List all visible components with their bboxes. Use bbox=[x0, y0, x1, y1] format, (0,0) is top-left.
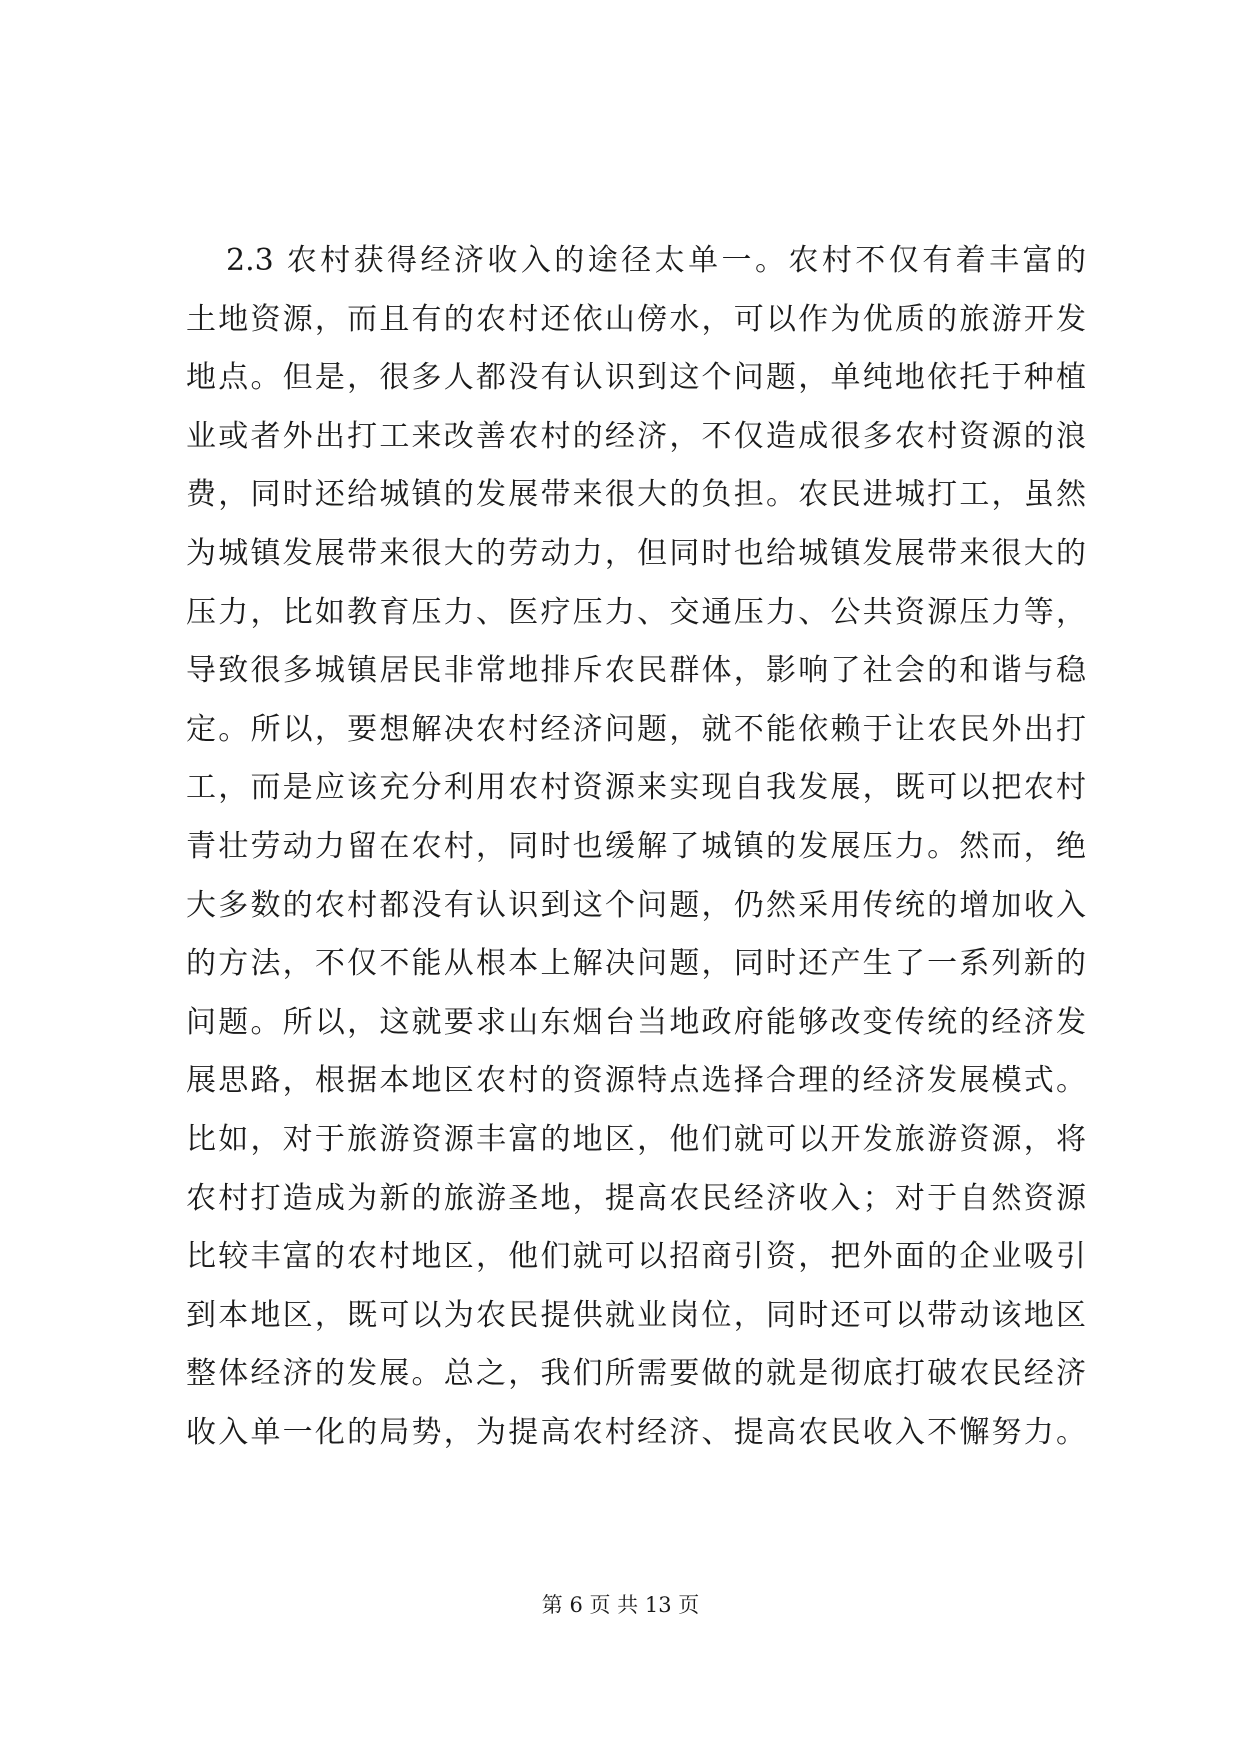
paragraph-line: 问题。所以，这就要求山东烟台当地政府能够改变传统的经济发 bbox=[186, 1004, 1086, 1040]
paragraph-line: 业或者外出打工来改善农村的经济，不仅造成很多农村资源的浪 bbox=[186, 418, 1086, 454]
paragraph-line: 到本地区，既可以为农民提供就业岗位，同时还可以带动该地区 bbox=[186, 1297, 1086, 1333]
paragraph-line: 收入单一化的局势，为提高农村经济、提高农民收入不懈努力。 bbox=[186, 1414, 1086, 1450]
paragraph-line: 地点。但是，很多人都没有认识到这个问题，单纯地依托于种植 bbox=[186, 360, 1086, 396]
paragraph-line: 展思路，根据本地区农村的资源特点选择合理的经济发展模式。 bbox=[186, 1063, 1086, 1099]
paragraph-line: 工，而是应该充分利用农村资源来实现自我发展，既可以把农村 bbox=[186, 770, 1086, 806]
paragraph-line: 导致很多城镇居民非常地排斥农民群体，影响了社会的和谐与稳 bbox=[186, 653, 1086, 689]
paragraph-line: 整体经济的发展。总之，我们所需要做的就是彻底打破农民经济 bbox=[186, 1356, 1086, 1392]
body-paragraph bbox=[186, 232, 1086, 1462]
paragraph-line: 大多数的农村都没有认识到这个问题，仍然采用传统的增加收入 bbox=[186, 887, 1086, 923]
page-footer: 第 6 页 共 13 页 bbox=[541, 1593, 700, 1617]
paragraph-line: 青壮劳动力留在农村，同时也缓解了城镇的发展压力。然而，绝 bbox=[186, 828, 1086, 864]
paragraph-line: 定。所以，要想解决农村经济问题，就不能依赖于让农民外出打 bbox=[186, 711, 1086, 747]
paragraph-line: 比如，对于旅游资源丰富的地区，他们就可以开发旅游资源，将 bbox=[186, 1121, 1086, 1157]
paragraph-line: 的方法，不仅不能从根本上解决问题，同时还产生了一系列新的 bbox=[186, 946, 1086, 982]
paragraph-line: 费，同时还给城镇的发展带来很大的负担。农民进城打工，虽然 bbox=[186, 477, 1086, 513]
paragraph-line: 比较丰富的农村地区，他们就可以招商引资，把外面的企业吸引 bbox=[186, 1239, 1086, 1275]
paragraph-line: 农村打造成为新的旅游圣地，提高农民经济收入；对于自然资源 bbox=[186, 1180, 1086, 1216]
paragraph-line: 为城镇发展带来很大的劳动力，但同时也给城镇发展带来很大的 bbox=[186, 535, 1086, 571]
paragraph-line: 2.3 农村获得经济收入的途径太单一。农村不仅有着丰富的 bbox=[226, 243, 1086, 278]
paragraph-line: 压力，比如教育压力、医疗压力、交通压力、公共资源压力等， bbox=[186, 594, 1086, 630]
paragraph-line: 土地资源，而且有的农村还依山傍水，可以作为优质的旅游开发 bbox=[186, 301, 1086, 337]
